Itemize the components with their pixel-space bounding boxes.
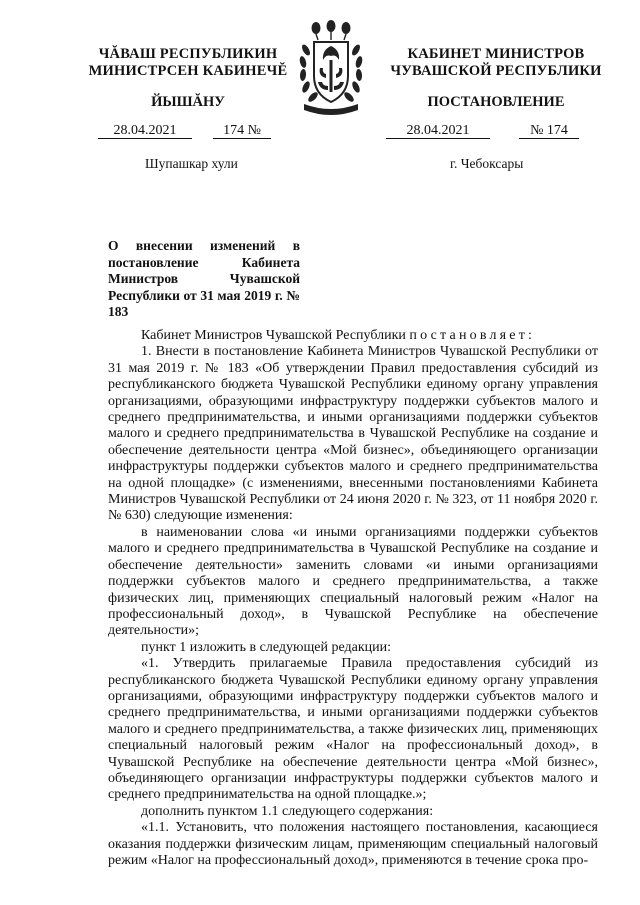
number-left: 174 № [213, 123, 271, 139]
emblem-icon [296, 20, 366, 116]
header-left-line2: МИНИСТРСЕН КАБИНЕЧĔ [88, 63, 288, 79]
document-title: О внесении изменений в постановление Кабинета Министров Чувашской Республики от 31 мая 2019 г. № 183 [108, 238, 300, 319]
place-left: Шупашкар хули [145, 156, 238, 171]
paragraph-5: «1. Утвердить прилагаемые Правила предоставления субсидий из республиканского бюджета Чувашской Республики единому органу управления организациями, образующими инфраструктуру поддержки субъектов малого и среднего предпринимательства, и иными организациями поддержки субъектов малого и среднего предпринимательства, а также физических лиц, применяющих специальный налоговый режим «Налог на профессиональный доход», в Чувашской Республике на обеспечение деятельности центра «Мой бизнес», объединяющего организации инфраструктуры поддержки субъектов малого и среднего предпринимательства на одной площадке.»; [108, 656, 598, 803]
document-body [108, 328, 598, 869]
place-right: г. Чебоксары [450, 156, 524, 171]
header-left-line1: ЧĂВАШ РЕСПУБЛИКИН [98, 46, 278, 62]
date-line-right [386, 123, 579, 139]
paragraph-1-decree: постановляет: [409, 328, 536, 343]
paragraph-6: дополнить пунктом 1.1 следующего содержания: [141, 803, 434, 819]
date-left: 28.04.2021 [98, 123, 192, 139]
doctype-right: ПОСТАНОВЛЕНИЕ [427, 94, 565, 110]
paragraph-1 [108, 328, 598, 344]
doctype-left: ЙЫШĂНУ [151, 94, 225, 110]
paragraph-3: в наименовании слова «и иными организациями поддержки субъектов малого и среднего предпринимательства в Чувашской Республике на создание и обеспечение деятельности» заменить словами «и иными организациями поддержки субъектов малого и среднего предпринимательства, а также физических лиц, применяющих специальный налоговый режим «Налог на профессиональный доход», в Чувашской Республике на обеспечение деятельности»; [108, 524, 598, 639]
date-line-left [98, 123, 271, 139]
header-left [88, 46, 288, 80]
paragraph-4: пункт 1 изложить в следующей редакции: [141, 639, 391, 655]
paragraph-2: 1. Внести в постановление Кабинета Министров Чувашской Республики от 31 мая 2019 г. № 183 «Об утверждении Правил предоставления субсидий из республиканского бюджета Чувашской Республики единому органу управления организациями, образующими инфраструктуру поддержки субъектов малого и среднего предпринимательства, и иными организациями поддержки субъектов малого и среднего предпринимательства в Чувашской Республике на создание и обеспечение деятельности центра «Мой бизнес», объединяющего организации инфраструктуры поддержки субъектов малого и среднего предпринимательства на одной площадке» (с изменениями, внесенными постановлениями Кабинета Министров Чувашской Республики от 24 июня 2020 г. № 323, от 11 ноября 2020 г. № 630) следующие изменения: [108, 344, 598, 524]
number-right: № 174 [519, 123, 579, 139]
date-right: 28.04.2021 [386, 123, 490, 139]
paragraph-1-text: Кабинет Министров Чувашской Республики [141, 328, 410, 343]
header-right [385, 46, 607, 80]
header-right-line1: КАБИНЕТ МИНИСТРОВ [407, 46, 585, 62]
header-right-line2: ЧУВАШСКОЙ РЕСПУБЛИКИ [390, 63, 602, 79]
paragraph-7: «1.1. Установить, что положения настоящего постановления, касающиеся оказания поддержки физическим лицам, применяющим специальный налоговый режим «Налог на профессиональный доход», применяются в течение срока про- [108, 820, 598, 868]
